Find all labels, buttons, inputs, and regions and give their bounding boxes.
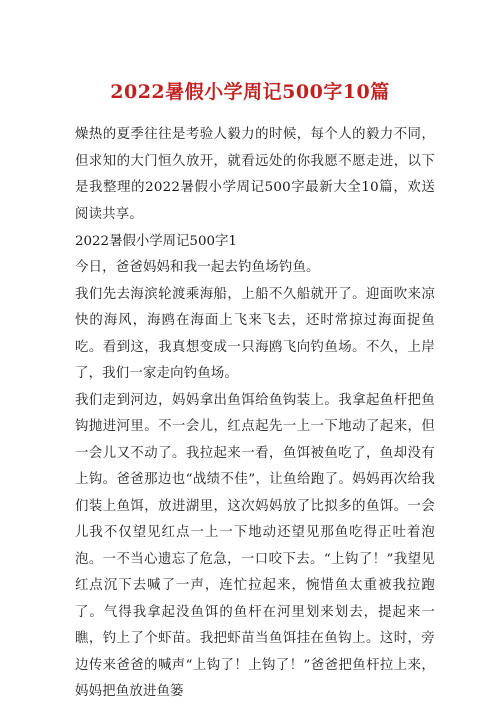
story-body — [75, 255, 435, 706]
intro-text: 燥热的夏季往往是考验人毅力的时候，每个人的毅力不同，但求知的大门恒久放开，就看远处的你我愿不愿走进，以下是我整理的2022暑假小学周记500字最新大全10篇，欢送阅读共享。 — [75, 127, 435, 222]
story-paragraph-2: 我们先去海滨轮渡乘海船，上船不久船就开了。迎面吹来凉快的海风，海鸥在海面上飞来飞去，还时常掠过海面捉鱼吃。看到这，我真想变成一只海鸥飞向钓鱼场。不久，上岸了，我们一家走向钓鱼场。 — [75, 286, 435, 381]
story-paragraph-1: 今日，爸爸妈妈和我一起去钓鱼场钓鱼。 — [75, 260, 320, 275]
story-paragraph-3: 我们走到河边，妈妈拿出鱼饵给鱼钩装上。我拿起鱼杆把鱼钩抛进河里。不一会儿，红点起先一上一下地动了起来，但一会儿又不动了。我拉起来一看，鱼饵被鱼吃了，鱼却没有上钩。爸爸那边也“战绩不佳”，让鱼给跑了。妈妈再次给我们装上鱼饵，放进湖里，这次妈妈放了比拟多的鱼饵。一会儿我不仅望见红点一上一下地动还望见那鱼吃得正吐着泡泡。一不当心遗忘了危急，一口咬下去。“上钩了！”我望见红点沉下去喊了一声，连忙拉起来，惋惜鱼太重被我拉跑了。气得我拿起没鱼饵的鱼杆在河里划来划去，提起来一瞧，钓上了个虾苗。我把虾苗当鱼饵挂在鱼钩上。这时，旁边传来爸爸的喊声“上钩了！上钩了！”爸爸把鱼杆拉上来，妈妈把鱼放进鱼篓 — [75, 392, 435, 699]
section-heading: 2022暑假小学周记500字1 — [75, 234, 237, 249]
intro-paragraph — [75, 122, 435, 228]
document-title: 2022暑假小学周记500字10篇 — [110, 81, 390, 103]
